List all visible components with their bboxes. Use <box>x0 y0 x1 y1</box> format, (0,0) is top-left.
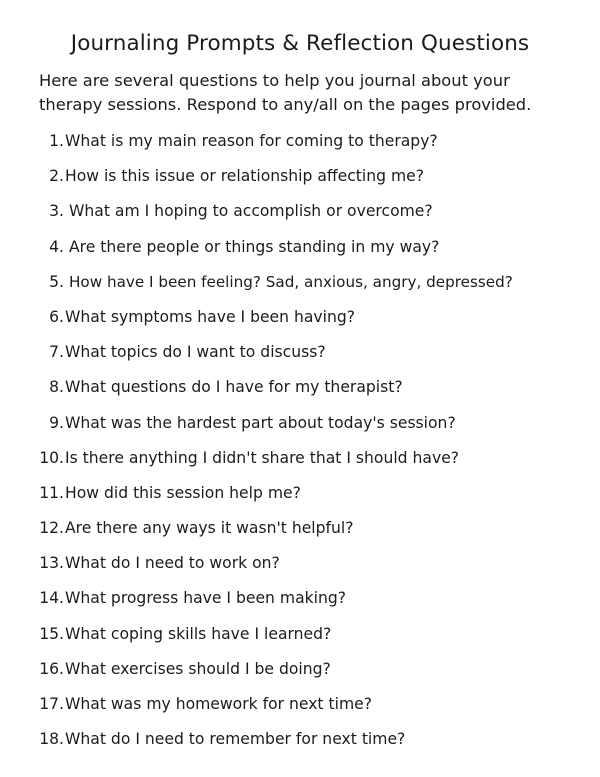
prompt-number: 7. <box>49 343 64 362</box>
prompt-text: What was my homework for next time? <box>65 695 373 713</box>
prompt-item-7 <box>0 335 600 370</box>
prompt-number: 5. <box>49 272 64 291</box>
intro-line-1: Here are several questions to help you journal about your <box>39 71 510 90</box>
prompt-number: 3. <box>49 202 64 221</box>
intro-paragraph <box>39 69 587 117</box>
prompt-item-9 <box>0 406 600 441</box>
prompt-item-4 <box>0 230 600 265</box>
prompt-item-1 <box>0 124 600 159</box>
prompt-text: What symptoms have I been having? <box>65 307 356 326</box>
prompt-item-8 <box>0 370 600 405</box>
prompt-text: How have I been feeling? Sad, anxious, angry, depressed? <box>69 272 513 291</box>
prompt-number: 10. <box>39 448 64 467</box>
prompt-number: 1. <box>49 132 64 150</box>
prompt-number: 12. <box>39 519 64 538</box>
prompt-text: Are there people or things standing in my way? <box>69 237 440 256</box>
prompt-item-18 <box>0 722 600 757</box>
prompt-number: 13. <box>39 554 64 573</box>
prompt-item-5 <box>0 265 600 300</box>
prompt-number: 17. <box>39 695 64 713</box>
prompt-item-15 <box>0 617 600 652</box>
prompt-list <box>0 124 600 757</box>
prompt-number: 2. <box>49 167 64 186</box>
prompt-item-14 <box>0 581 600 616</box>
prompt-number: 15. <box>39 624 64 643</box>
prompt-text: What exercises should I be doing? <box>65 659 331 678</box>
prompt-item-10 <box>0 441 600 476</box>
prompt-text: What is my main reason for coming to therapy? <box>65 132 438 150</box>
prompt-text: What am I hoping to accomplish or overcome? <box>69 202 433 221</box>
prompt-text: Is there anything I didn't share that I should have? <box>65 448 460 467</box>
prompt-number: 9. <box>49 413 64 432</box>
prompt-text: What do I need to work on? <box>65 554 280 573</box>
prompt-text: What questions do I have for my therapist? <box>65 378 403 397</box>
prompt-text: Are there any ways it wasn't helpful? <box>65 519 354 538</box>
prompt-number: 4. <box>49 237 64 256</box>
prompt-item-17 <box>0 687 600 722</box>
prompt-text: What do I need to remember for next time? <box>65 730 406 749</box>
prompt-text: What progress have I been making? <box>65 589 347 608</box>
prompt-number: 18. <box>39 730 64 749</box>
prompt-number: 16. <box>39 659 64 678</box>
prompt-item-6 <box>0 300 600 335</box>
prompt-number: 6. <box>49 307 64 326</box>
prompt-item-11 <box>0 476 600 511</box>
prompt-item-3 <box>0 194 600 229</box>
prompt-number: 8. <box>49 378 64 397</box>
prompt-item-2 <box>0 159 600 194</box>
prompt-text: What topics do I want to discuss? <box>65 343 326 362</box>
prompt-number: 14. <box>39 589 64 608</box>
prompt-item-13 <box>0 546 600 581</box>
prompt-text: How did this session help me? <box>65 483 301 502</box>
prompt-number: 11. <box>39 483 64 502</box>
prompt-text: What was the hardest part about today's session? <box>65 413 456 432</box>
prompt-item-16 <box>0 652 600 687</box>
prompt-item-12 <box>0 511 600 546</box>
prompt-text: How is this issue or relationship affecting me? <box>65 167 425 186</box>
page-title: Journaling Prompts & Reflection Questions <box>70 31 530 56</box>
prompt-text: What coping skills have I learned? <box>65 624 332 643</box>
intro-line-2: therapy sessions. Respond to any/all on the pages provided. <box>39 95 532 114</box>
